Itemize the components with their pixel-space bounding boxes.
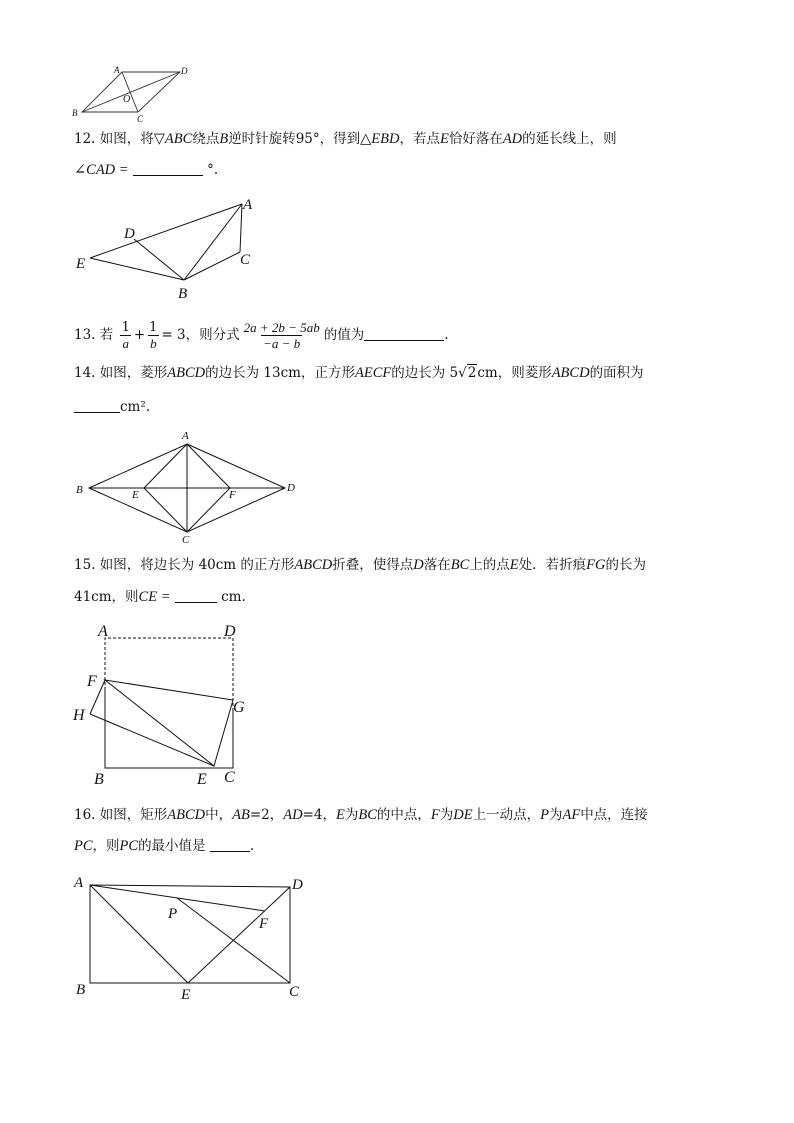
question-16-line-1: 16. 如图，矩形ABCD中，AB=2，AD=4，E为BC的中点，F为DE上一动点，P为AF中点，连接 [74, 807, 648, 823]
label-B: B [76, 484, 83, 496]
answer-blank[interactable] [175, 588, 217, 603]
question-number: 14. [74, 365, 96, 381]
label-O: O [123, 94, 131, 105]
label-D: D [287, 482, 295, 494]
question-number: 13. [74, 327, 96, 343]
label-B: B [94, 771, 104, 788]
label-C: C [289, 984, 300, 1000]
label-H: H [73, 707, 85, 724]
label-A: A [182, 430, 189, 442]
question-16-line-2: PC，则PC的最小值是 . [74, 838, 255, 854]
fraction-1-over-b: $\frac{1}{b}$ [149, 320, 158, 351]
label-C: C [182, 534, 190, 546]
question-13: 13. 若 $\frac{1}{a}$ + $\frac{1}{b}$ = 3，则分式 $\frac{2a + 2b - 5ab}{-a - b}$ 的值为 . [74, 320, 449, 351]
label-B: B [76, 982, 86, 998]
question-12-line-2: ∠CAD = °. [74, 162, 219, 178]
label-A: A [98, 623, 108, 640]
question-number: 16. [74, 807, 96, 823]
label-B: B [72, 108, 78, 118]
question-14-line-1: 14. 如图，菱形ABCD的边长为 13cm，正方形AECF的边长为 5√2cm，则菱形ABCD的面积为 [74, 365, 644, 381]
answer-blank[interactable] [210, 837, 250, 852]
label-E: E [181, 987, 191, 1003]
label-C: C [240, 252, 251, 268]
sqrt-symbol: √2 [458, 365, 477, 381]
answer-blank[interactable] [364, 326, 444, 341]
question-15-line-2: 41cm，则CE = cm. [74, 589, 246, 605]
label-D: D [181, 66, 188, 76]
label-D: D [292, 877, 303, 893]
label-G: G [233, 699, 245, 716]
label-E: E [197, 771, 207, 788]
label-F: F [87, 673, 97, 690]
question-14-line-2: cm². [74, 397, 150, 417]
question-number: 12. [74, 131, 96, 147]
answer-blank[interactable] [133, 161, 203, 176]
question-15-line-1: 15. 如图，将边长为 40cm 的正方形ABCD折叠，使得点D落在BC上的点E处．若折痕FG的长为 [74, 557, 646, 573]
figure-fold-square-q15 [70, 618, 270, 790]
answer-expression: ∠CAD = [74, 162, 129, 178]
label-A: A [74, 875, 84, 891]
label-E: E [76, 256, 86, 272]
label-F: F [259, 916, 269, 932]
label-A: A [114, 65, 120, 75]
answer-blank[interactable] [74, 398, 120, 413]
label-P: P [168, 906, 178, 922]
label-D: D [224, 623, 236, 640]
fraction-expression: $\frac{2a + 2b - 5ab}{-a - b}$ [243, 320, 320, 351]
question-number: 15. [74, 557, 96, 573]
label-D: D [124, 226, 135, 242]
figure-parallelogram-q11 [70, 62, 200, 124]
question-12-line-1: 12. 如图，将▽ABC绕点B逆时针旋转95°，得到△EBD，若点E恰好落在AD的延长线上，则 [74, 131, 617, 147]
label-B: B [178, 286, 188, 302]
figure-rhombus-q14 [72, 428, 312, 548]
label-C: C [137, 114, 144, 124]
label-A: A [243, 197, 253, 213]
fraction-1-over-a: $\frac{1}{a}$ [121, 320, 130, 351]
label-E: E [132, 489, 139, 501]
figure-rotation-q12 [72, 196, 272, 304]
label-C: C [224, 769, 235, 786]
figure-rectangle-q16 [70, 872, 320, 1004]
label-F: F [229, 489, 236, 501]
